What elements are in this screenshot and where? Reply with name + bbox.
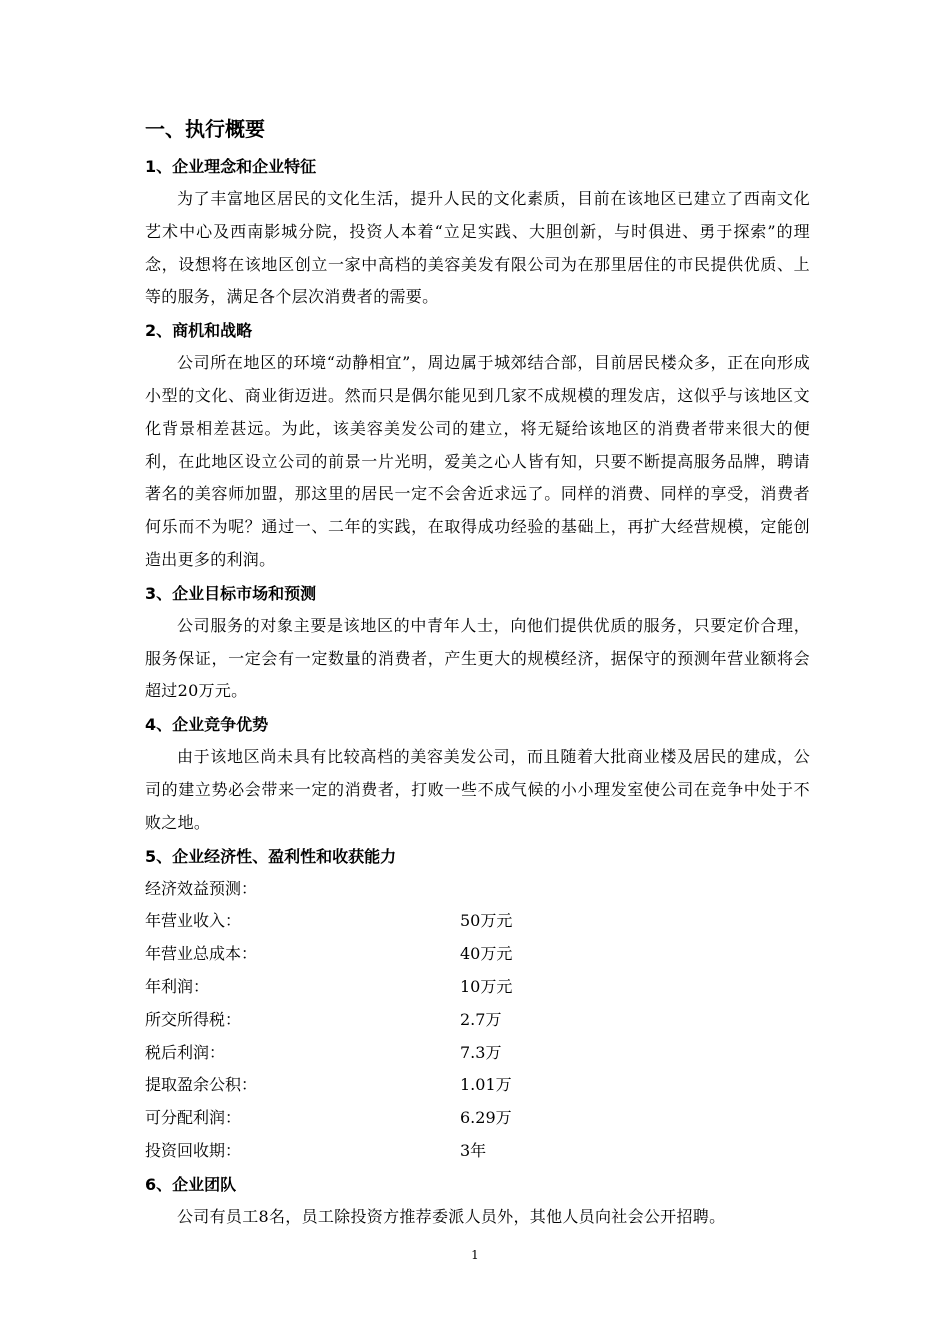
forecast-value: 7.3万 <box>460 1042 502 1062</box>
forecast-label: 可分配利润： <box>145 1108 242 1128</box>
section-paragraph: 公司有员工8名，员工除投资方推荐委派人员外，其他人员向社会公开招聘。 <box>177 1206 726 1226</box>
section-heading: 2、商机和战略 <box>145 321 253 341</box>
section-competitive-advantage <box>145 708 810 839</box>
forecast-label: 税后利润： <box>145 1042 226 1062</box>
forecast-value: 6.29万 <box>460 1108 512 1128</box>
forecast-label: 投资回收期： <box>145 1140 242 1160</box>
section-economics <box>145 840 810 1168</box>
section-heading: 4、企业竞争优势 <box>145 715 269 735</box>
document-page <box>145 112 810 1234</box>
section-opportunity-strategy <box>145 314 810 577</box>
section-paragraph: 为了丰富地区居民的文化生活，提升人民的文化素质，目前在该地区已建立了西南文化艺术中心及西南影城分院，投资人本着“立足实践、大胆创新，与时俱进、勇于探索”的理念，设想将在该地区创立一家中高档的美容美发有限公司为在那里居住的市民提供优质、上等的服务，满足各个层次消费者的需要。 <box>145 189 810 307</box>
section-paragraph: 由于该地区尚未具有比较高档的美容美发公司，而且随着大批商业楼及居民的建成，公司的建立势必会带来一定的消费者，打败一些不成气候的小小理发室使公司在竞争中处于不败之地。 <box>145 747 810 832</box>
forecast-row <box>145 971 810 1004</box>
forecast-row <box>145 1004 810 1037</box>
section-paragraph: 公司服务的对象主要是该地区的中青年人士，向他们提供优质的服务，只要定价合理，服务保证，一定会有一定数量的消费者，产生更大的规模经济，据保守的预测年营业额将会超过20万元。 <box>145 615 810 701</box>
section-business-philosophy <box>145 150 810 314</box>
forecast-value: 40万元 <box>460 944 513 964</box>
forecast-label: 年营业收入： <box>145 911 242 931</box>
page-number: 1 <box>471 1248 479 1262</box>
section-target-market <box>145 577 810 708</box>
forecast-value: 3年 <box>460 1140 487 1160</box>
forecast-label: 年利润： <box>145 976 210 996</box>
forecast-label: 年营业总成本： <box>145 944 258 964</box>
forecast-row <box>145 1135 810 1168</box>
forecast-value: 50万元 <box>460 911 513 931</box>
section-paragraph: 公司所在地区的环境“动静相宜”，周边属于城郊结合部，目前居民楼众多，正在向形成小型的文化、商业街迈进。然而只是偶尔能见到几家不成规模的理发店，这似乎与该地区文化背景相差甚远。为此，该美容美发公司的建立，将无疑给该地区的消费者带来很大的便利，在此地区设立公司的前景一片光明，爱美之心人皆有知，只要不断提高服务品牌，聘请著名的美容师加盟，那这里的居民一定不会舍近求远了。同样的消费、同样的享受，消费者何乐而不为呢？通过一、二年的实践，在取得成功经验的基础上，再扩大经营规模，定能创造出更多的利润。 <box>145 353 810 569</box>
forecast-row <box>145 1037 810 1070</box>
forecast-row <box>145 1102 810 1135</box>
forecast-table <box>145 905 810 1167</box>
document-title: 一、执行概要 <box>145 117 265 141</box>
forecast-row <box>145 1069 810 1102</box>
forecast-value: 2.7万 <box>460 1009 502 1029</box>
forecast-intro: 经济效益预测： <box>145 878 258 898</box>
section-heading: 6、企业团队 <box>145 1174 237 1194</box>
forecast-row <box>145 938 810 971</box>
section-heading: 5、企业经济性、盈利性和收获能力 <box>145 846 397 866</box>
forecast-row <box>145 905 810 938</box>
forecast-label: 提取盈余公积： <box>145 1075 258 1095</box>
forecast-label: 所交所得税： <box>145 1009 242 1029</box>
forecast-value: 1.01万 <box>460 1075 512 1095</box>
section-team <box>145 1168 810 1234</box>
forecast-value: 10万元 <box>460 976 513 996</box>
section-heading: 3、企业目标市场和预测 <box>145 583 317 603</box>
section-heading: 1、企业理念和企业特征 <box>145 157 317 176</box>
